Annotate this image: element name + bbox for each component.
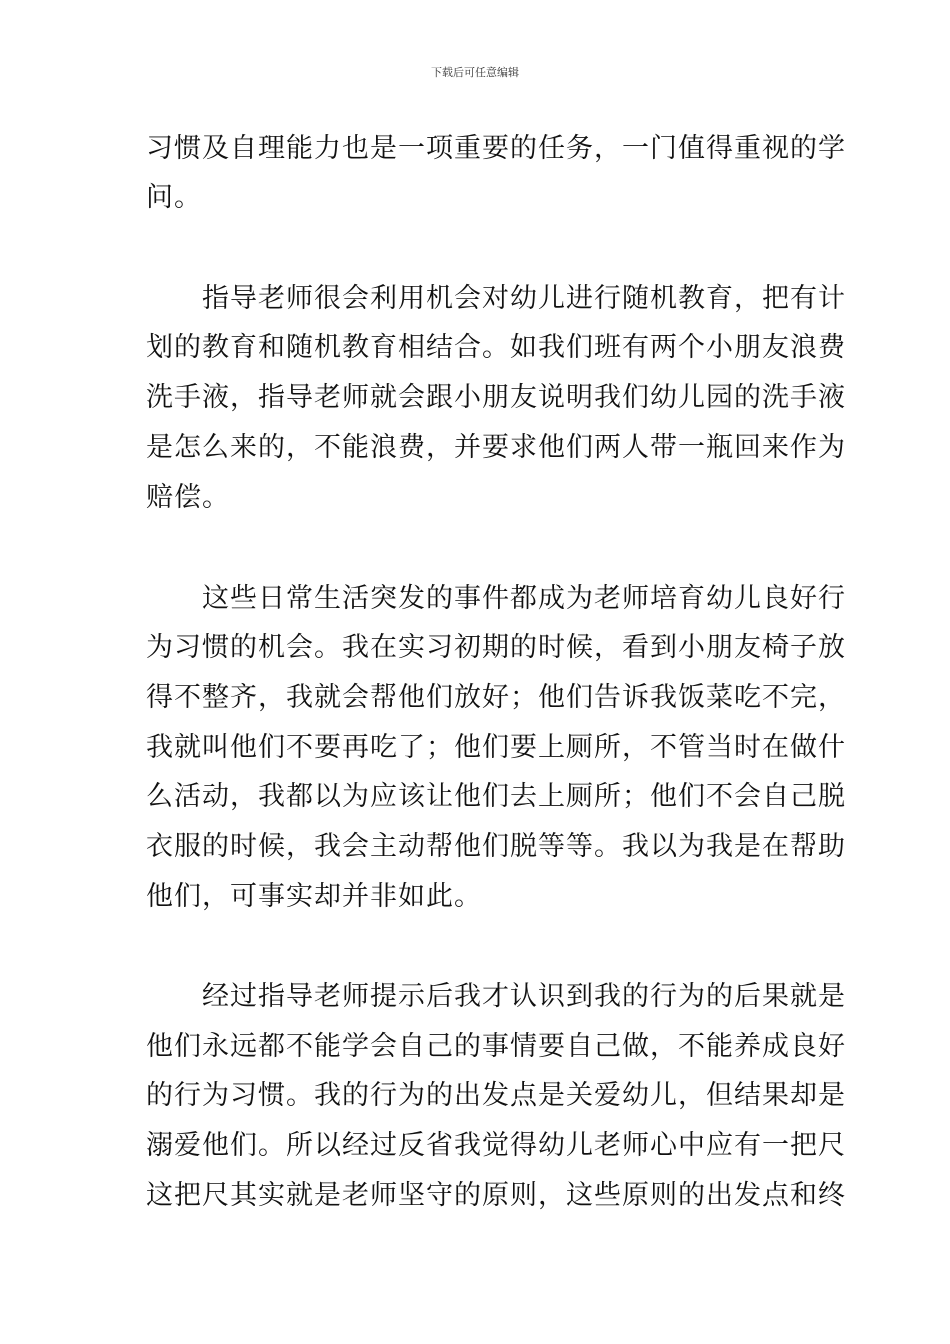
paragraph-3-line-4: 我就叫他们不要再吃了；他们要上厕所，不管当时在做什 [146,732,846,763]
paragraph-3-line-6: 衣服的时候，我会主动帮他们脱等等。我以为我是在帮助 [146,831,846,862]
paragraph-2-line-2: 划的教育和随机教育相结合。如我们班有两个小朋友浪费 [146,332,846,363]
paragraph-4-line-2: 他们永远都不能学会自己的事情要自己做，不能养成良好 [146,1031,846,1062]
paragraph-4-line-3: 的行为习惯。我的行为的出发点是关爱幼儿，但结果却是 [146,1080,846,1111]
paragraph-1-line-2: 问。 [146,182,202,213]
paragraph-2-line-3: 洗手液，指导老师就会跟小朋友说明我们幼儿园的洗手液 [146,382,846,413]
paragraph-3-line-2: 为习惯的机会。我在实习初期的时候，看到小朋友椅子放 [146,632,846,663]
paragraph-2-line-5: 赔偿。 [146,482,230,513]
paragraph-1-line-1: 习惯及自理能力也是一项重要的任务，一门值得重视的学 [146,133,846,164]
paragraph-2-line-1: 指导老师很会利用机会对幼儿进行随机教育，把有计 [146,283,846,314]
page-header: 下载后可任意编辑 [431,66,519,79]
paragraph-3-line-1: 这些日常生活突发的事件都成为老师培育幼儿良好行 [146,583,846,614]
paragraph-3-line-5: 么活动，我都以为应该让他们去上厕所；他们不会自己脱 [146,781,846,812]
paragraph-4-line-5: 这把尺其实就是老师坚守的原则，这些原则的出发点和终 [146,1180,846,1211]
paragraph-4-line-4: 溺爱他们。所以经过反省我觉得幼儿老师心中应有一把尺 [146,1130,846,1161]
paragraph-4-line-1: 经过指导老师提示后我才认识到我的行为的后果就是 [146,981,846,1012]
paragraph-3-line-3: 得不整齐，我就会帮他们放好；他们告诉我饭菜吃不完， [146,682,846,713]
paragraph-2-line-4: 是怎么来的，不能浪费，并要求他们两人带一瓶回来作为 [146,432,846,463]
paragraph-3-line-7: 他们，可事实却并非如此。 [146,881,482,912]
